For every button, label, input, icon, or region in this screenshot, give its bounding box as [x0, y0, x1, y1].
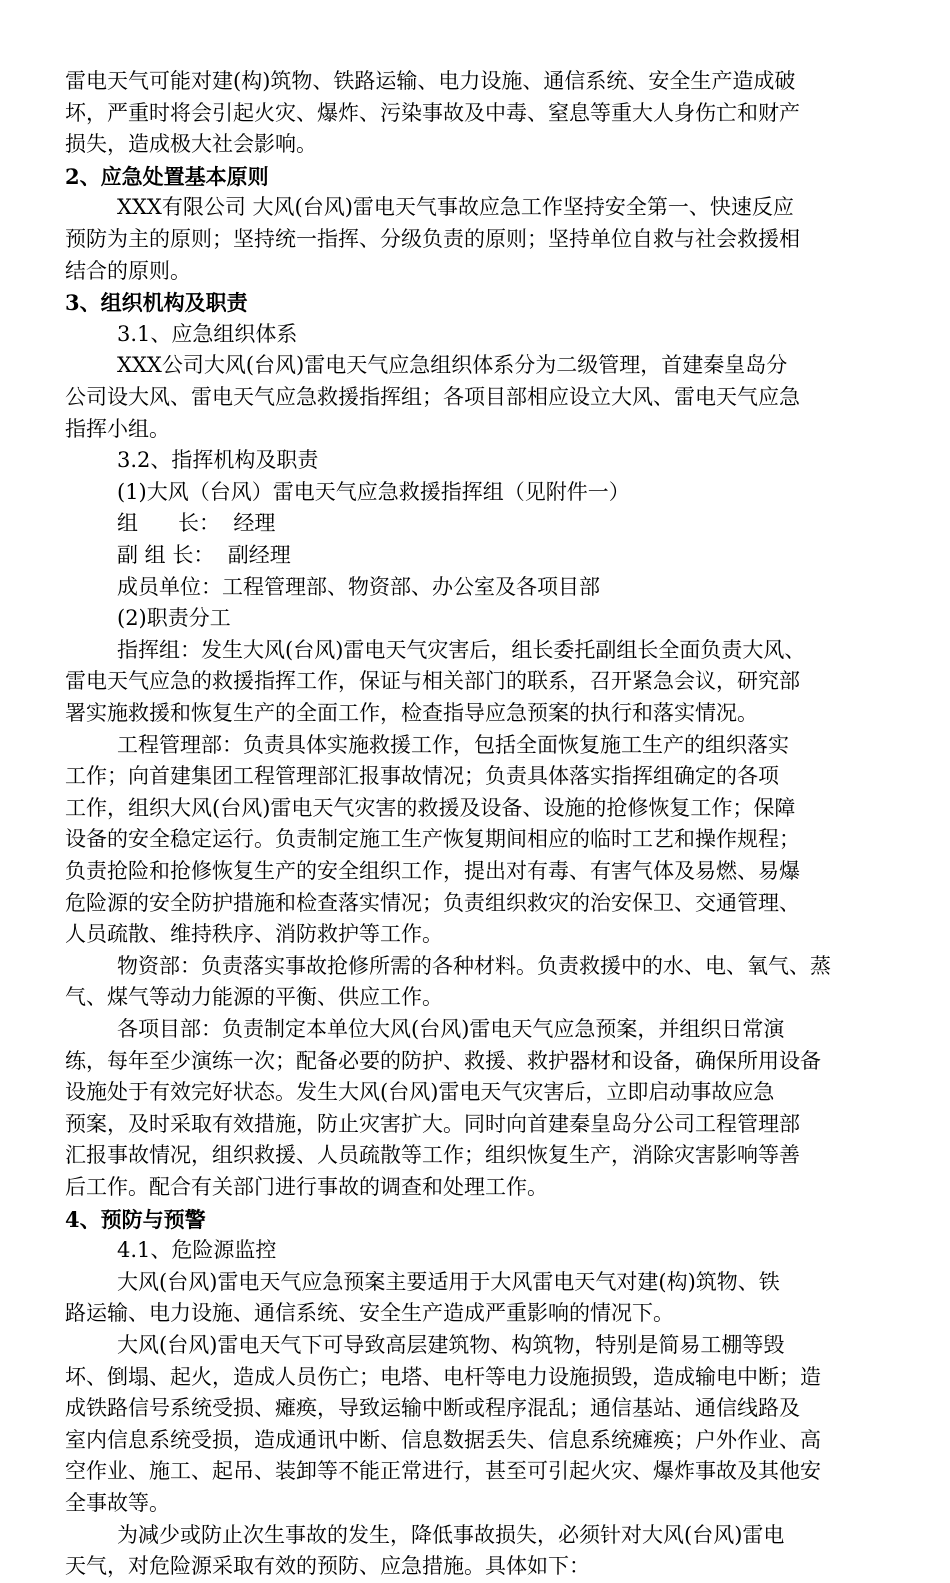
- text-line: 成铁路信号系统受损、瘫痪，导致运输中断或程序混乱；通信基站、通信线路及: [65, 1396, 800, 1421]
- section-heading: 2、应急处置基本原则: [65, 163, 269, 189]
- text-line: 副 组 长： 副经理: [117, 543, 291, 567]
- text-line: (1)大风（台风）雷电天气应急救援指挥组（见附件一）: [117, 479, 630, 504]
- text-line: 危险源的安全防护措施和检查落实情况；负责组织救灾的治安保卫、交通管理、: [65, 890, 800, 915]
- text-line: 气、煤气等动力能源的平衡、供应工作。: [65, 985, 443, 1010]
- text-line: 公司设大风、雷电天气应急救援指挥组；各项目部相应设立大风、雷电天气应急: [65, 385, 800, 409]
- text-line: 预防为主的原则；坚持统一指挥、分级负责的原则；坚持单位自救与社会救援相: [65, 227, 800, 251]
- text-line: (2)职责分工: [117, 606, 231, 631]
- text-line: 负责抢险和抢修恢复生产的安全组织工作，提出对有毒、有害气体及易燃、易爆: [65, 859, 800, 883]
- text-line: 空作业、施工、起吊、装卸等不能正常进行，甚至可引起火灾、爆炸事故及其他安: [65, 1459, 821, 1484]
- text-line: 署实施救援和恢复生产的全面工作，检查指导应急预案的执行和落实情况。: [65, 701, 758, 725]
- text-line: 雷电天气应急的救援指挥工作，保证与相关部门的联系，召开紧急会议，研究部: [65, 669, 800, 694]
- section-heading: 3、组织机构及职责: [65, 290, 248, 316]
- text-line: 人员疏散、维持秩序、消防救护等工作。: [65, 922, 443, 947]
- text-line: 指挥组：发生大风(台风)雷电天气灾害后，组长委托副组长全面负责大风、: [117, 637, 806, 662]
- text-line: 组 长： 经理: [117, 511, 276, 536]
- text-line: 预案，及时采取有效措施，防止灾害扩大。同时向首建秦皇岛分公司工程管理部: [65, 1111, 800, 1136]
- text-line: 室内信息系统受损，造成通讯中断、信息数据丢失、信息系统瘫痪；户外作业、高: [65, 1427, 821, 1452]
- text-line: XXX公司大风(台风)雷电天气应急组织体系分为二级管理，首建秦皇岛分: [117, 353, 788, 378]
- text-line: 结合的原则。: [65, 258, 191, 283]
- subsection-heading: 3.1、应急组织体系: [117, 321, 298, 346]
- text-line: 天气，对危险源采取有效的预防、应急措施。具体如下：: [65, 1554, 590, 1579]
- text-line: 各项目部：负责制定本单位大风(台风)雷电天气应急预案，并组织日常演: [117, 1017, 785, 1041]
- text-line: 全事故等。: [65, 1491, 170, 1515]
- text-line: 设备的安全稳定运行。负责制定施工生产恢复期间相应的临时工艺和操作规程；: [65, 827, 800, 852]
- text-line: 坏、倒塌、起火，造成人员伤亡；电塔、电杆等电力设施损毁，造成输电中断；造: [65, 1364, 821, 1389]
- text-line: 大风(台风)雷电天气下可导致高层建筑物、构筑物，特别是简易工棚等毁: [117, 1333, 785, 1357]
- text-line: 损失，造成极大社会影响。: [65, 132, 317, 157]
- text-line: 工程管理部：负责具体实施救援工作，包括全面恢复施工生产的组织落实: [117, 732, 789, 757]
- text-line: 大风(台风)雷电天气应急预案主要适用于大风雷电天气对建(构)筑物、铁: [117, 1269, 780, 1294]
- text-line: 汇报事故情况，组织救援、人员疏散等工作；组织恢复生产，消除灾害影响等善: [65, 1143, 800, 1168]
- text-line: 为减少或防止次生事故的发生，降低事故损失，必须针对大风(台风)雷电: [117, 1522, 785, 1547]
- text-line: 指挥小组。: [65, 416, 170, 441]
- text-line: XXX有限公司 大风(台风)雷电天气事故应急工作坚持安全第一、快速反应: [117, 195, 794, 220]
- subsection-heading: 4.1、危险源监控: [117, 1238, 277, 1263]
- text-line: 工作，组织大风(台风)雷电天气灾害的救援及设备、设施的抢修恢复工作；保障: [65, 795, 796, 820]
- text-line: 坏，严重时将会引起火灾、爆炸、污染事故及中毒、窒息等重大人身伤亡和财产: [65, 100, 800, 125]
- subsection-heading: 3.2、指挥机构及职责: [117, 448, 319, 473]
- text-line: 雷电天气可能对建(构)筑物、铁路运输、电力设施、通信系统、安全生产造成破: [65, 69, 796, 93]
- text-line: 设施处于有效完好状态。发生大风(台风)雷电天气灾害后，立即启动事故应急: [65, 1080, 775, 1105]
- text-line: 后工作。配合有关部门进行事故的调查和处理工作。: [65, 1175, 548, 1199]
- text-line: 物资部：负责落实事故抢修所需的各种材料。负责救援中的水、电、氧气、蒸: [117, 953, 831, 978]
- text-line: 路运输、电力设施、通信系统、安全生产造成严重影响的情况下。: [65, 1301, 674, 1326]
- text-line: 练，每年至少演练一次；配备必要的防护、救援、救护器材和设备，确保所用设备: [65, 1048, 821, 1073]
- text-line: 工作；向首建集团工程管理部汇报事故情况；负责具体落实指挥组确定的各项: [65, 764, 779, 789]
- section-heading: 4、预防与预警: [65, 1206, 206, 1232]
- text-line: 成员单位：工程管理部、物资部、办公室及各项目部: [117, 574, 600, 599]
